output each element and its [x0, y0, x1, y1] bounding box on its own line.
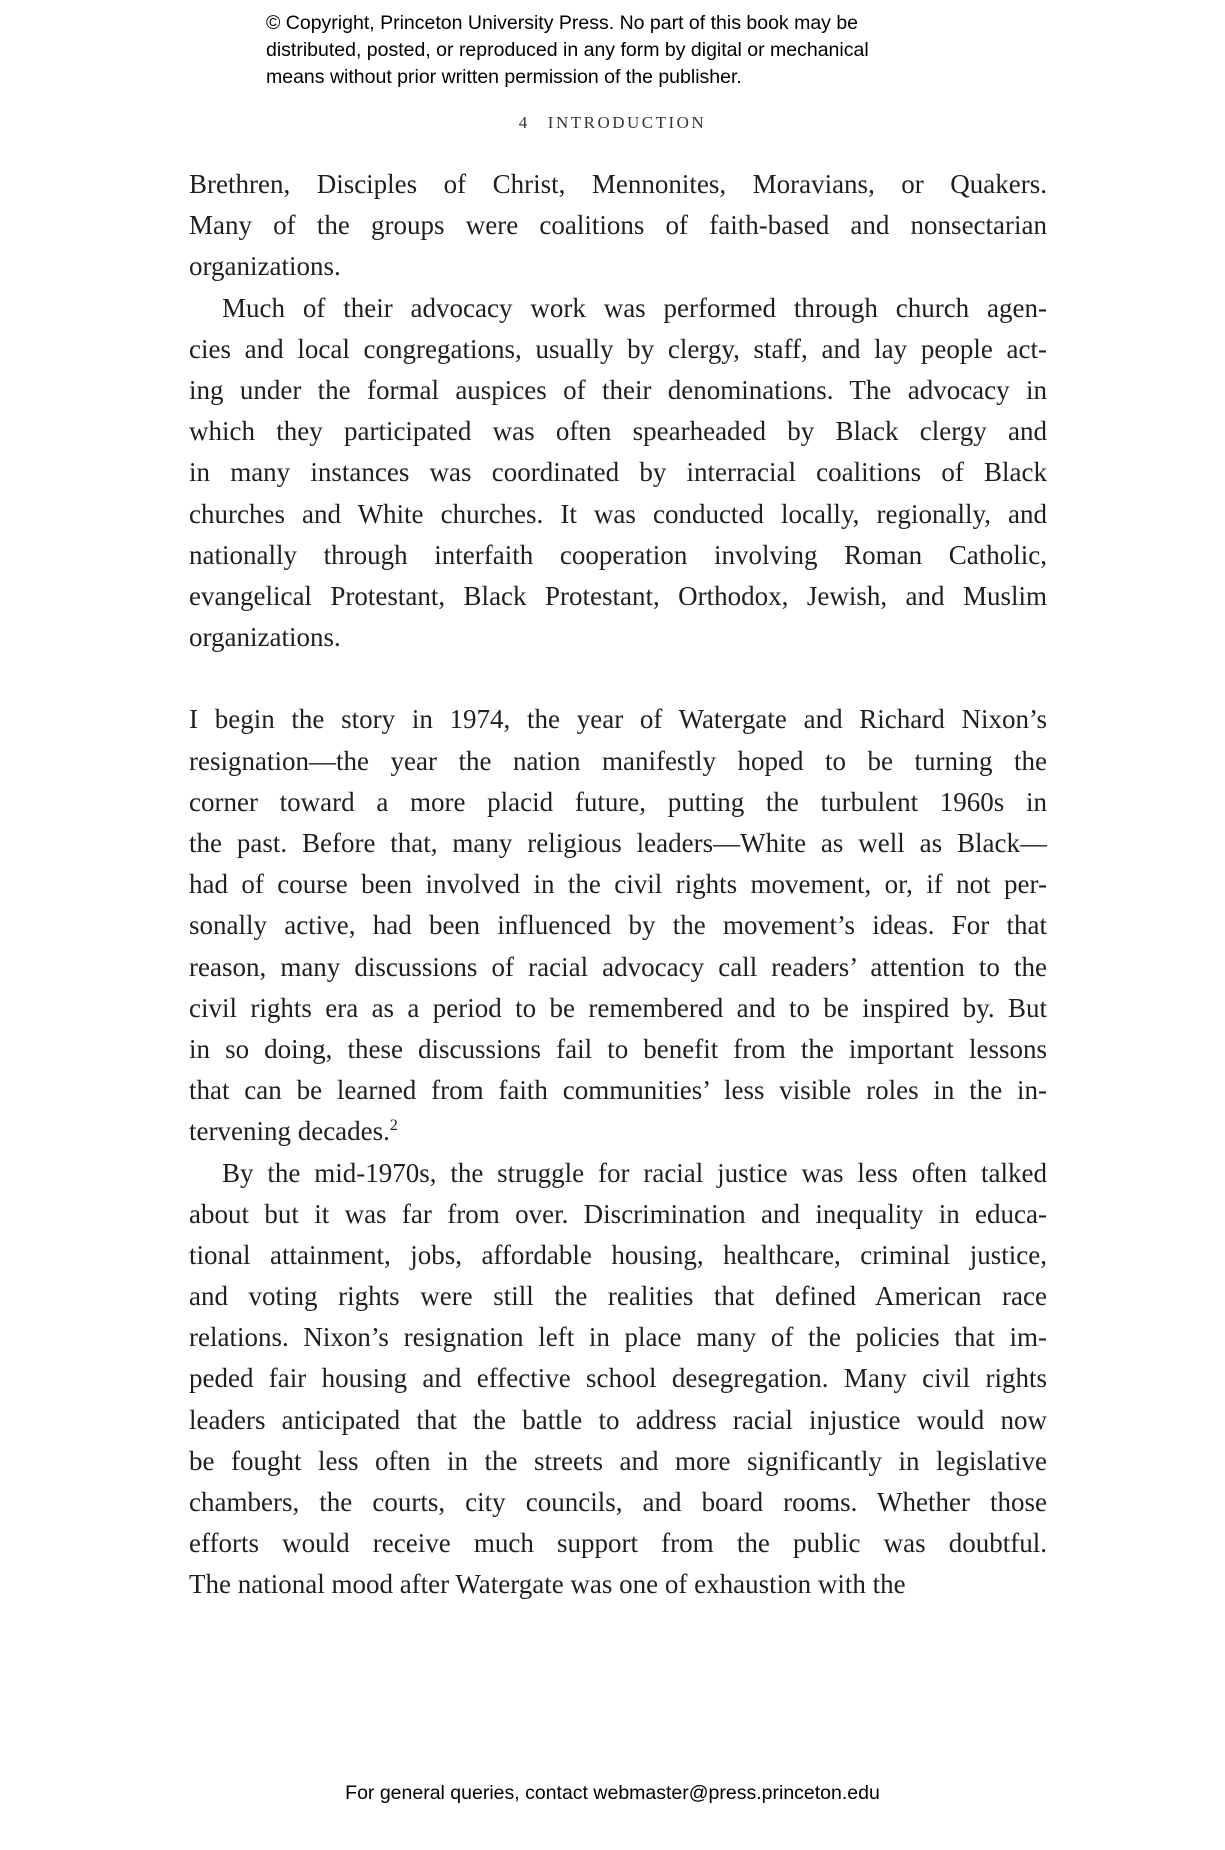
text-line-content: and voting rights were still the realities that defined American race — [189, 1281, 1047, 1312]
copyright-line: means without prior written permission of the publisher. — [266, 66, 742, 88]
text-line — [189, 329, 1047, 370]
text-line — [189, 1358, 1047, 1399]
text-line-content: organizations. — [189, 622, 341, 653]
page-number: 4 — [518, 113, 530, 132]
text-line-content: By the mid-1970s, the struggle for racial justice was less often talked — [222, 1157, 1047, 1188]
text-line — [189, 988, 1047, 1029]
text-line — [189, 1070, 1047, 1111]
body-text — [189, 164, 1047, 1606]
text-line — [189, 823, 1047, 864]
text-line-content: sonally active, had been influenced by the movement’s ideas. For that — [189, 910, 1047, 941]
text-line-content: be fought less often in the streets and more significantly in legislative — [189, 1445, 1047, 1476]
paragraph — [189, 164, 1047, 288]
text-line-content: ing under the formal auspices of their denominations. The advocacy in — [189, 374, 1047, 405]
text-line-content: in many instances was coordinated by interracial coalitions of Black — [189, 457, 1047, 488]
text-line — [189, 246, 1047, 287]
text-line — [189, 1111, 1047, 1152]
text-line — [189, 617, 1047, 658]
text-line-content: tervening decades. — [189, 1116, 390, 1147]
text-line-content: had of course been involved in the civil rights movement, or, if not per- — [189, 869, 1047, 900]
text-line-content: reason, many discussions of racial advocacy call readers’ attention to the — [189, 951, 1047, 982]
text-line — [189, 864, 1047, 905]
text-line-content: resignation—the year the nation manifestly hoped to be turning the — [189, 745, 1047, 776]
footnote-marker[interactable]: 2 — [389, 1117, 398, 1135]
text-line — [189, 452, 1047, 493]
text-line-content: Brethren, Disciples of Christ, Mennonites, Moravians, or Quakers. — [189, 169, 1047, 199]
text-line — [189, 1029, 1047, 1070]
text-line-content: in so doing, these discussions fail to benefit from the important lessons — [189, 1033, 1047, 1064]
text-line — [189, 576, 1047, 617]
text-line-content: The national mood after Watergate was one of exhaustion with the — [189, 1569, 906, 1600]
text-line-content: civil rights era as a period to be remembered and to be inspired by. But — [189, 992, 1047, 1023]
text-line — [189, 535, 1047, 576]
text-line-content: about but it was far from over. Discrimination and inequality in educa- — [189, 1198, 1047, 1229]
text-line — [189, 1400, 1047, 1441]
text-line-content: organizations. — [189, 251, 341, 282]
text-line — [189, 411, 1047, 452]
text-line — [189, 288, 1047, 329]
text-line — [189, 1441, 1047, 1482]
text-line — [189, 1194, 1047, 1235]
text-line-content: efforts would receive much support from the public was doubtful. — [189, 1528, 1047, 1559]
text-line-content: churches and White churches. It was conducted locally, regionally, and — [189, 498, 1047, 529]
text-line-content: that can be learned from faith communities’ less visible roles in the in- — [189, 1075, 1047, 1106]
text-line — [189, 205, 1047, 246]
running-head — [0, 113, 1225, 133]
text-line-content: relations. Nixon’s resignation left in place many of the policies that im- — [189, 1322, 1047, 1353]
text-line — [189, 1523, 1047, 1564]
text-line-content: I begin the story in 1974, the year of Watergate and Richard Nixon’s — [189, 704, 1047, 735]
text-line — [189, 494, 1047, 535]
text-line-content: the past. Before that, many religious leaders—White as well as Black— — [189, 828, 1047, 858]
text-line — [189, 1564, 1047, 1605]
copyright-line: © Copyright, Princeton University Press. No part of this book may be — [266, 12, 859, 34]
text-line — [189, 1153, 1047, 1194]
text-line — [189, 370, 1047, 411]
text-line — [189, 1482, 1047, 1523]
text-line — [189, 782, 1047, 823]
text-line-content: Much of their advocacy work was performed through church agen- — [222, 292, 1047, 323]
text-line — [189, 905, 1047, 946]
text-line — [189, 1235, 1047, 1276]
text-line — [189, 947, 1047, 988]
paragraph — [189, 699, 1047, 1152]
text-line — [189, 1317, 1047, 1358]
copyright-notice — [266, 10, 1026, 91]
text-line — [189, 741, 1047, 782]
paragraph — [189, 288, 1047, 659]
text-line-content: leaders anticipated that the battle to address racial injustice would now — [189, 1404, 1047, 1435]
paragraph — [189, 1153, 1047, 1606]
text-line-content: corner toward a more placid future, putting the turbulent 1960s in — [189, 786, 1047, 817]
text-line — [189, 1276, 1047, 1317]
text-line-content: nationally through interfaith cooperation involving Roman Catholic, — [189, 539, 1047, 570]
text-line — [189, 164, 1047, 205]
section-break — [189, 658, 1047, 699]
text-line — [189, 699, 1047, 740]
chapter-title: INTRODUCTION — [547, 113, 707, 132]
text-line-content: which they participated was often spearheaded by Black clergy and — [189, 416, 1047, 447]
text-line-content: Many of the groups were coalitions of faith-based and nonsectarian — [189, 210, 1047, 241]
text-line-content: tional attainment, jobs, affordable housing, healthcare, criminal justice, — [189, 1239, 1047, 1270]
text-line-content: cies and local congregations, usually by clergy, staff, and lay people act- — [189, 333, 1047, 364]
text-line-content: chambers, the courts, city councils, and board rooms. Whether those — [189, 1487, 1047, 1517]
footer-contact: For general queries, contact webmaster@press.princeton.edu — [345, 1782, 880, 1804]
text-line-content: peded fair housing and effective school desegregation. Many civil rights — [189, 1363, 1047, 1394]
copyright-line: distributed, posted, or reproduced in any form by digital or mechanical — [266, 39, 869, 61]
text-line-content: evangelical Protestant, Black Protestant, Orthodox, Jewish, and Muslim — [189, 580, 1047, 611]
